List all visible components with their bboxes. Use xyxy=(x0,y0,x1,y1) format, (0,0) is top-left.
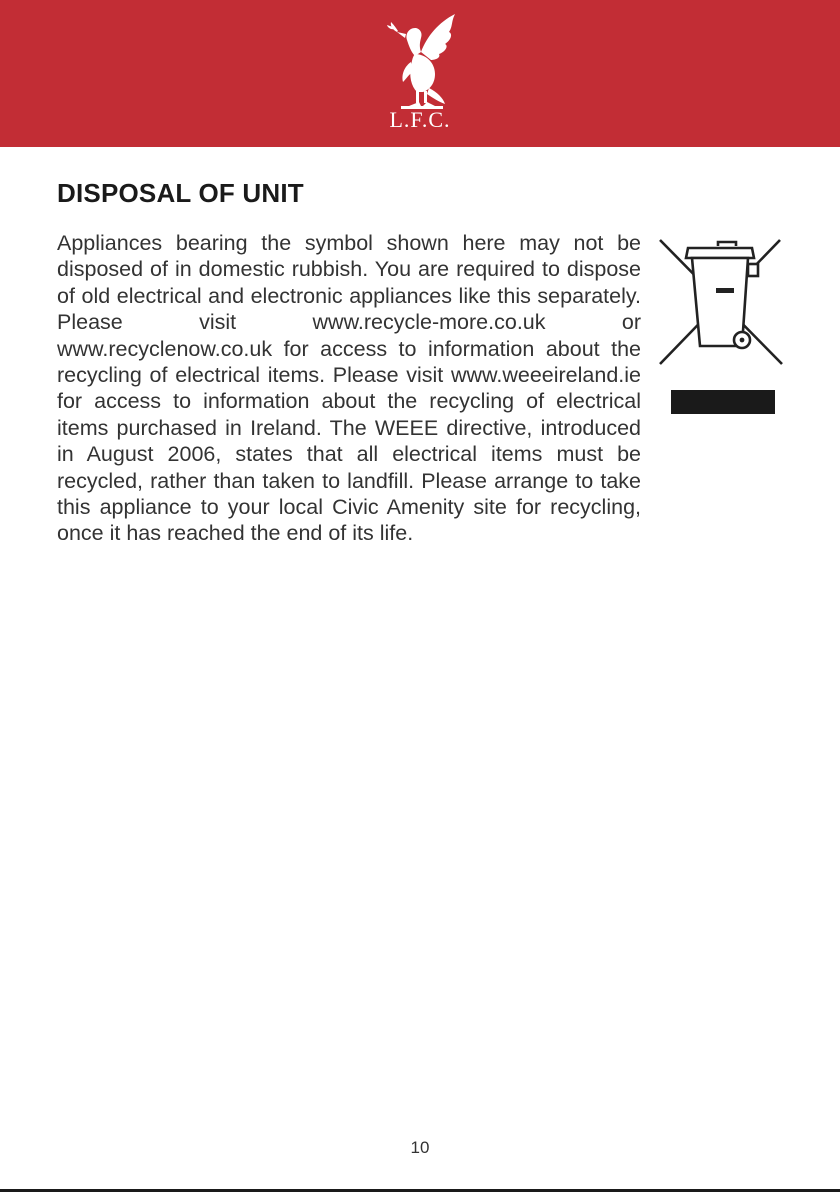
section-title: DISPOSAL OF UNIT xyxy=(57,178,304,208)
logo-text: L.F.C. xyxy=(389,107,451,132)
weee-underline-bar xyxy=(671,390,775,414)
section-body: Appliances bearing the symbol shown here may not be disposed of in domestic rubbish. You are required to dispose of old electrical and electronic appliances like this separately. Please visit www.recycle-more.co.uk or www.recyclenow.co.uk for access to information about the recycling of electrical items. Please visit www.weeeireland.ie for access to information about the recycling of electrical items purchased in Ireland. The WEEE directive, introduced in August 2006, states that all electrical items must be recycled, rather than taken to landfill. Please arrange to take this appliance to your local Civic Amenity site for recycling, once it has reached the end of its life. xyxy=(57,231,641,546)
page-number: 10 xyxy=(410,1138,430,1157)
header-banner xyxy=(0,0,840,147)
liverbird-crest-icon xyxy=(381,12,461,122)
crossed-out-wheelie-bin-icon xyxy=(656,236,784,368)
